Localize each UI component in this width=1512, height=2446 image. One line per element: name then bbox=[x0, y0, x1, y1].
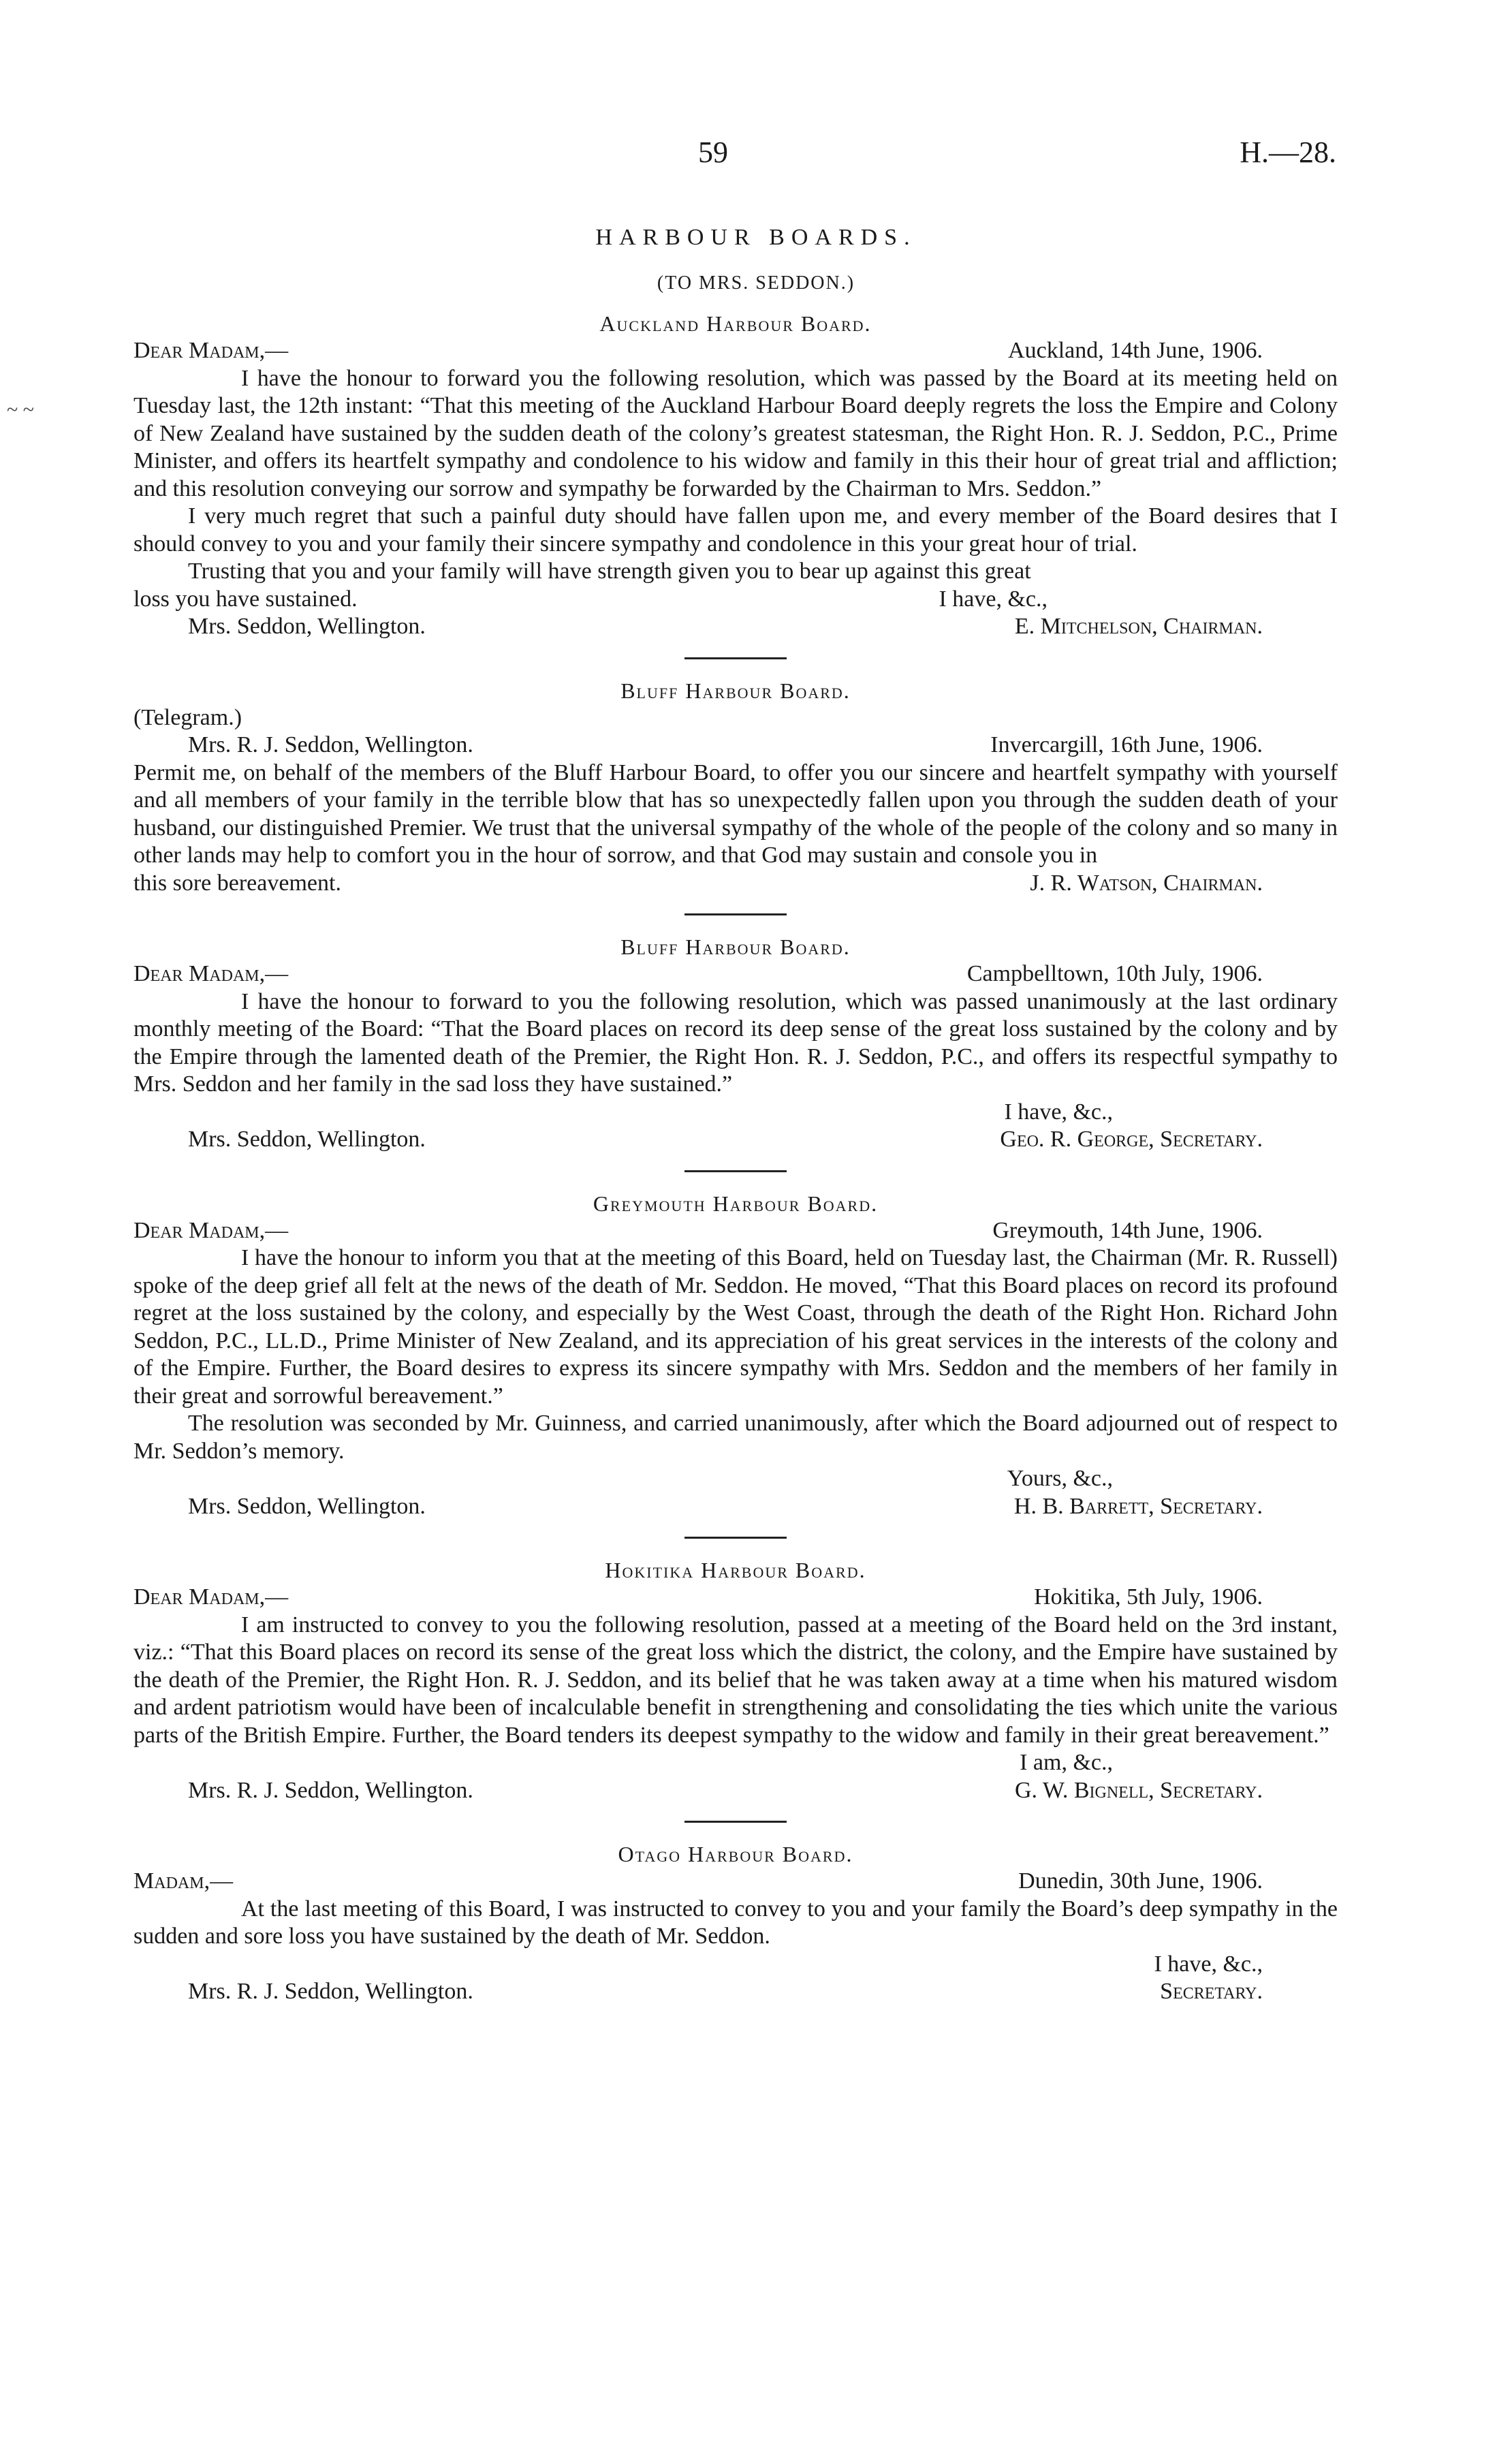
divider-rule bbox=[684, 1170, 787, 1172]
note-row bbox=[133, 704, 1338, 732]
place-date: Campbelltown, 10th July, 1906. bbox=[966, 961, 1263, 986]
signatory: E. Mitchelson, Chairman. bbox=[1014, 614, 1263, 639]
salutation: Dear Madam,— bbox=[133, 338, 289, 363]
section-heading: Bluff Harbour Board. bbox=[620, 935, 851, 959]
signature-row bbox=[133, 870, 1338, 898]
signatory: Secretary. bbox=[1160, 1979, 1263, 2004]
salutation-row bbox=[133, 1868, 1338, 1896]
salutation: Dear Madam,— bbox=[133, 1217, 289, 1243]
page-subtitle: (TO MRS. SEDDON.) bbox=[657, 272, 855, 294]
section-heading: Otago Harbour Board. bbox=[618, 1842, 853, 1866]
place-date: Dunedin, 30th June, 1906. bbox=[1018, 1868, 1263, 1894]
addressee: Mrs. Seddon, Wellington. bbox=[188, 614, 426, 639]
place-date: Invercargill, 16th June, 1906. bbox=[990, 732, 1263, 757]
closing-row bbox=[133, 586, 1338, 614]
salutation: Dear Madam,— bbox=[133, 1584, 289, 1610]
closing: I have, &c., bbox=[1154, 1951, 1263, 1977]
addressee: Mrs. Seddon, Wellington. bbox=[188, 1493, 426, 1519]
salutation-row bbox=[133, 1217, 1338, 1245]
divider-rule bbox=[684, 1821, 787, 1823]
page-title: HARBOUR BOARDS. bbox=[595, 225, 917, 250]
letter-hokitika bbox=[133, 1556, 1338, 1804]
place-date: Hokitika, 5th July, 1906. bbox=[1034, 1584, 1263, 1610]
paragraph: I very much regret that such a painful duty should have fallen upon me, and every member of the Board desires that I should convey to you and your family their sincere sympathy and condolence in this your great hour of trial. bbox=[133, 503, 1338, 556]
letters-body bbox=[133, 310, 1338, 2006]
divider-rule bbox=[684, 657, 787, 659]
divider-rule bbox=[684, 913, 787, 915]
addressee: Mrs. R. J. Seddon, Wellington. bbox=[188, 1777, 473, 1803]
paragraph: I have the honour to forward to you the following resolution, which was passed unanimously at the last ordinary monthly meeting of the Board: “That the Board places on record its deep sense of the great loss sustained by the colony and by the Empire through the lamented death of the Premier, the Right Hon. R. J. Seddon, P.C., and offers its respectful sympathy to Mrs. Seddon and her family in the sad loss they have sustained.” bbox=[133, 988, 1338, 1097]
addressee-row bbox=[133, 732, 1338, 759]
page-reference: H.—28. bbox=[1240, 136, 1336, 169]
page-number: 59 bbox=[698, 136, 728, 169]
closing-left: loss you have sustained. bbox=[133, 586, 358, 612]
paragraph: At the last meeting of this Board, I was instructed to convey to you and your family the Board’s deep sympathy in the sudden and sore loss you have sustained by the death of Mr. Seddon. bbox=[133, 1896, 1338, 1949]
letter-bluff bbox=[133, 933, 1338, 1154]
paragraph: I have the honour to forward you the following resolution, which was passed by the Board at its meeting held on Tuesday last, the 12th instant: “That this meeting of the Auckland Harbour Board deeply regrets the loss the Empire and Colony of New Zealand have sustained by the sudden death of the colony’s greatest statesman, the Right Hon. R. J. Seddon, P.C., Prime Minister, and offers its heartfelt sympathy and condolence to his widow and family in this their hour of great trial and affliction; and this resolution conveying our sorrow and sympathy be forwarded by the Chairman to Mrs. Seddon.” bbox=[133, 365, 1338, 501]
paragraph: I have the honour to inform you that at the meeting of this Board, held on Tuesday last, the Chairman (Mr. R. Russell) spoke of the deep grief all felt at the news of the death of Mr. Seddon. He moved, “That this Board places on record its profound regret at the loss sustained by the colony, and especially by the West Coast, through the death of the Right Hon. Richard John Seddon, P.C., LL.D., Prime Minister of New Zealand, and its appreciation of his great services in the interests of the colony and of the Empire. Further, the Board desires to express its sincere sympathy with Mrs. Seddon and the members of her family in their great and sorrowful bereavement.” bbox=[133, 1245, 1338, 1409]
closing-left: this sore bereavement. bbox=[133, 870, 341, 896]
signature-row bbox=[133, 1978, 1338, 2006]
section-heading: Bluff Harbour Board. bbox=[620, 678, 851, 703]
paragraph: Trusting that you and your family will have strength given you to bear up against this great bbox=[188, 559, 1031, 584]
signatory: J. R. Watson, Chairman. bbox=[1030, 870, 1263, 896]
salutation-row bbox=[133, 960, 1338, 988]
signature-row bbox=[133, 1126, 1338, 1154]
section-heading: Hokitika Harbour Board. bbox=[605, 1558, 866, 1582]
salutation: Dear Madam,— bbox=[133, 961, 289, 986]
signature-row bbox=[133, 613, 1338, 641]
signatory: Geo. R. George, Secretary. bbox=[1000, 1127, 1263, 1152]
closing: I have, &c., bbox=[1004, 1099, 1113, 1125]
telegram-note: (Telegram.) bbox=[133, 704, 242, 730]
signatory: G. W. Bignell, Secretary. bbox=[1014, 1777, 1263, 1803]
signature-row bbox=[133, 1777, 1338, 1805]
letter-greymouth bbox=[133, 1190, 1338, 1521]
section-heading: Greymouth Harbour Board. bbox=[593, 1191, 879, 1216]
paragraph: The resolution was seconded by Mr. Guinness, and carried unanimously, after which the Board adjourned out of respect to Mr. Seddon’s memory. bbox=[133, 1411, 1338, 1464]
addressee: Mrs. Seddon, Wellington. bbox=[188, 1127, 426, 1152]
divider-rule bbox=[684, 1537, 787, 1539]
letter-bluff-telegram bbox=[133, 677, 1338, 898]
letter-otago bbox=[133, 1840, 1338, 2006]
addressee: Mrs. R. J. Seddon, Wellington. bbox=[188, 732, 473, 757]
paragraph: I am instructed to convey to you the following resolution, passed at a meeting of the Board held on the 3rd instant, viz.: “That this Board places on record its sense of the great loss which the district, the colony, and the Empire have sustained by the death of the Premier, the Right Hon. R. J. Seddon, and its belief that he was taken away at a time when his matured wisdom and ardent patriotism would have been of incalculable benefit in strengthening and consolidating the ties which unite the various parts of the British Empire. Further, the Board tenders its deepest sympathy to the widow and family in their great bereavement.” bbox=[133, 1612, 1338, 1748]
paragraph: Permit me, on behalf of the members of the Bluff Harbour Board, to offer you our sincere and heartfelt sympathy with yourself and all members of your family in the terrible blow that has so unexpectedly fallen upon you through the sudden death of your husband, our distinguished Premier. We trust that the universal sympathy of the whole of the people of the colony and so many in other lands may help to comfort you in the hour of sorrow, and that God may sustain and console you in bbox=[133, 759, 1338, 868]
signatory: H. B. Barrett, Secretary. bbox=[1013, 1493, 1263, 1519]
closing: I have, &c., bbox=[939, 586, 1048, 612]
salutation-row bbox=[133, 1584, 1338, 1612]
addressee: Mrs. R. J. Seddon, Wellington. bbox=[188, 1979, 473, 2004]
salutation: Madam,— bbox=[133, 1868, 234, 1894]
closing: I am, &c., bbox=[1020, 1750, 1113, 1775]
closing: Yours, &c., bbox=[1007, 1466, 1113, 1491]
margin-mark: ~ ~ bbox=[7, 398, 34, 421]
place-date: Greymouth, 14th June, 1906. bbox=[992, 1217, 1263, 1243]
place-date: Auckland, 14th June, 1906. bbox=[1008, 338, 1263, 363]
salutation-row bbox=[133, 337, 1338, 365]
letter-auckland bbox=[133, 310, 1338, 641]
section-heading: Auckland Harbour Board. bbox=[599, 311, 872, 336]
signature-row bbox=[133, 1493, 1338, 1521]
